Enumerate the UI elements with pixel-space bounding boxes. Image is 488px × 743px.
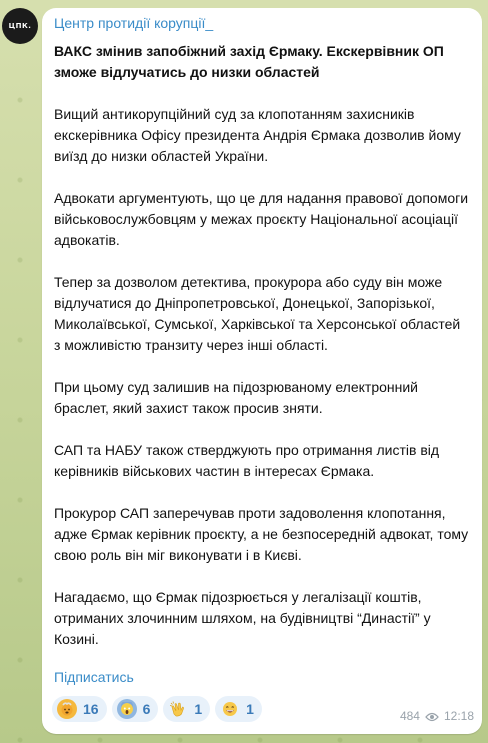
- message-headline: ВАКС змінив запобіжний захід Єрмаку. Екскервівник ОП зможе відлучатись до низки областей: [54, 43, 444, 80]
- reaction-count: 1: [246, 701, 254, 717]
- avatar-text: ЦПК.: [8, 22, 32, 30]
- channel-avatar[interactable]: [2, 8, 38, 44]
- message-paragraph: Вищий антикорупційний суд за клопотанням захисників екскерівника Офісу президента Андрія Єрмака дозволив йому виїзд до низки областей України.: [54, 106, 461, 164]
- message-time: 12:18: [443, 709, 474, 723]
- message-paragraph: САП та НАБУ також стверджують про отримання листів від керівників військових частин в інтересах Єрмака.: [54, 442, 440, 479]
- exploding-head-emoji-icon: [57, 699, 77, 719]
- view-count: 484: [399, 709, 420, 723]
- reaction-grinning-face[interactable]: [215, 696, 262, 722]
- clapping-hands-emoji-icon: [168, 699, 188, 719]
- message-paragraph: Адвокати аргументують, що це для надання правової допомоги військовослужбовцям у межах проєкту Національної асоціації адвокатів.: [54, 190, 469, 248]
- reactions-bar: [52, 696, 262, 722]
- reaction-clapping-hands[interactable]: [163, 696, 210, 722]
- message-bubble: [42, 8, 482, 734]
- reaction-screaming-face[interactable]: [112, 696, 159, 722]
- reaction-exploding-head[interactable]: [52, 696, 107, 722]
- channel-name-link[interactable]: Центр протидії корупції_: [54, 15, 214, 31]
- message-text: [54, 41, 470, 671]
- reaction-count: 6: [142, 701, 151, 717]
- message-paragraph: Тепер за дозволом детектива, прокурора або суду він може відлучатися до Дніпропетровської, Донецької, Запорізької, Миколаївської, Сумської, Харківської та Херсонської областей з можливістю транзиту через інші області.: [54, 274, 461, 353]
- subscribe-link[interactable]: Підписатись: [54, 669, 134, 685]
- screaming-face-emoji-icon: [117, 699, 137, 719]
- reaction-count: 1: [194, 701, 203, 717]
- eye-icon: [425, 711, 439, 721]
- message-paragraph: При цьому суд залишив на підозрюваному електронний браслет, який захист також просив зняти.: [54, 379, 418, 416]
- reaction-count: 16: [83, 701, 99, 717]
- grinning-face-emoji-icon: [220, 699, 240, 719]
- message-meta: [400, 709, 474, 723]
- message-paragraph: Нагадаємо, що Єрмак підозрюється у легалізації коштів, отриманих злочинним шляхом, на будівництві “Династії” у Козині.: [54, 589, 431, 647]
- message-paragraph: Прокурор САП заперечував проти задоволення клопотання, адже Єрмак керівник проєкту, а не безпосередній адвокат, тому свою роль він міг виконувати і в Києві.: [54, 505, 469, 563]
